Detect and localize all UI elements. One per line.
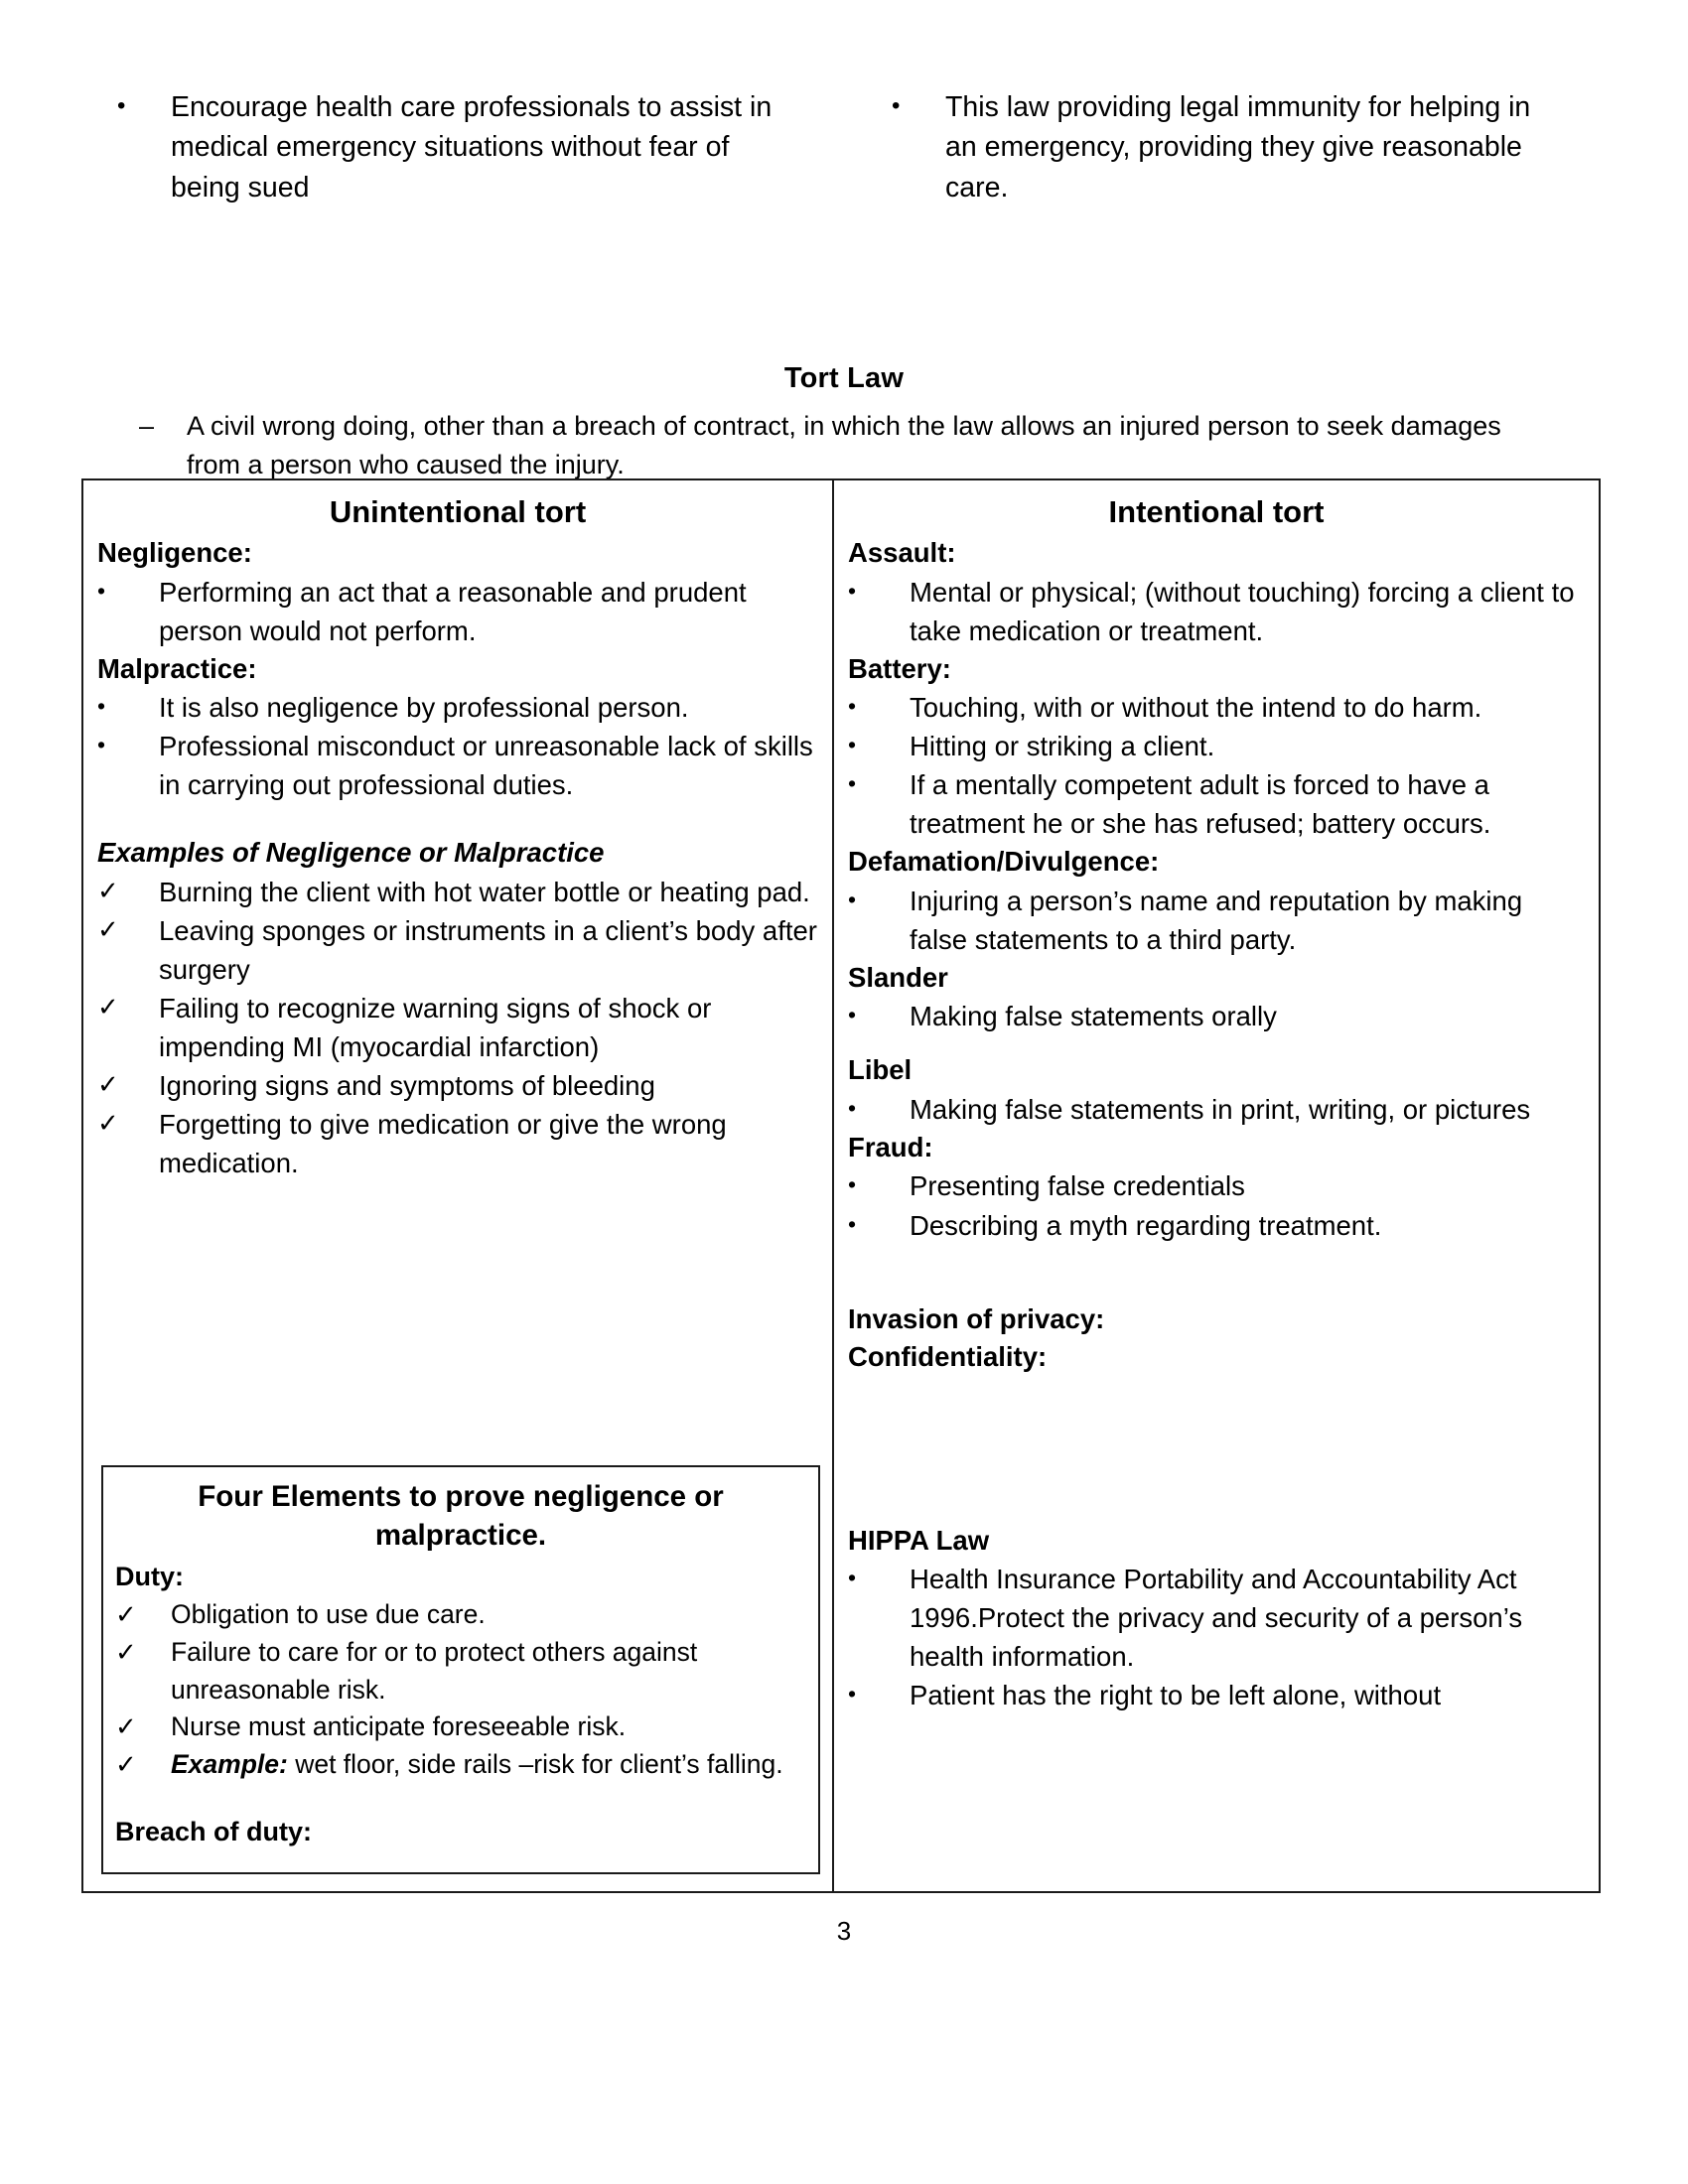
heading-breach-of-duty: Breach of duty: [115, 1816, 313, 1846]
heading-hippa-law: HIPPA Law [848, 1524, 990, 1556]
list-item-text: Presenting false credentials [910, 1170, 1245, 1202]
bullet-icon: • [848, 770, 857, 797]
list-item [892, 87, 1567, 207]
check-icon: ✓ [115, 1636, 137, 1667]
heading-libel: Libel [848, 1054, 913, 1086]
bullet-icon: • [848, 577, 857, 604]
bullet-icon: • [97, 693, 106, 720]
list-item [97, 1105, 818, 1182]
list-item [848, 1090, 1585, 1129]
top-continuation-columns [117, 87, 1567, 207]
heading-battery: Battery: [848, 652, 951, 684]
list-item-text: Nurse must anticipate foreseeable risk. [171, 1711, 627, 1742]
example-text: wet floor, side rails –risk for client’s falling. [287, 1748, 783, 1779]
list-item [848, 1676, 1585, 1714]
list-item-text: Professional misconduct or unreasonable lack of skills in carrying out professional duties. [159, 731, 813, 801]
list-item [97, 573, 818, 650]
spacer [97, 804, 818, 834]
bullet-icon: • [892, 92, 901, 119]
spacer [848, 1377, 1585, 1522]
heading-duty: Duty: [115, 1562, 184, 1592]
top-right-column [892, 87, 1567, 207]
bullet-icon: • [97, 577, 106, 604]
bullet-icon: • [117, 92, 126, 119]
check-icon: ✓ [115, 1748, 137, 1779]
bullet-icon: • [848, 1171, 857, 1198]
check-icon: ✓ [115, 1711, 137, 1742]
heading-confidentiality: Confidentiality: [848, 1341, 1048, 1373]
list-item-text: Failing to recognize warning signs of shock or impending MI (myocardial infarction) [159, 992, 712, 1062]
list-item-text: Burning the client with hot water bottle or heating pad. [159, 876, 810, 907]
bullet-icon: • [848, 1565, 857, 1591]
heading-defamation-divulgence: Defamation/Divulgence: [848, 846, 1160, 878]
list-item [848, 573, 1585, 650]
list-item [115, 1634, 806, 1708]
section-title-tort-law: Tort Law [783, 362, 905, 394]
list-item [115, 1708, 806, 1746]
table-cell-intentional-tort [834, 480, 1599, 1891]
bullet-icon: • [848, 1210, 857, 1237]
list-item-text: Failure to care for or to protect others against unreasonable risk. [171, 1636, 698, 1705]
list-item [115, 1746, 806, 1784]
list-item-text: Injuring a person’s name and reputation by making false statements to a third party. [910, 885, 1523, 955]
list-item [848, 765, 1585, 843]
list-item [848, 997, 1585, 1035]
bullet-icon: • [848, 1681, 857, 1707]
list-item [115, 1596, 806, 1634]
list-item-text: If a mentally competent adult is forced to have a treatment he or she has refused; battery occurs. [910, 769, 1491, 840]
spacer [848, 1245, 1585, 1300]
bullet-icon: • [848, 732, 857, 758]
heading-negligence: Negligence: [97, 537, 252, 568]
four-elements-title: Four Elements to prove negligence or malpractice. [198, 1480, 724, 1553]
list-item-text: Describing a myth regarding treatment. [910, 1209, 1382, 1241]
list-item [848, 727, 1585, 765]
spacer [848, 1035, 1585, 1051]
heading-invasion-of-privacy: Invasion of privacy: [848, 1302, 1105, 1334]
heading-assault: Assault: [848, 537, 956, 568]
list-item [848, 882, 1585, 959]
list-item [848, 1560, 1585, 1676]
bullet-icon: • [848, 1002, 857, 1028]
heading-examples-negligence-malpractice: Examples of Negligence or Malpractice [97, 837, 605, 869]
list-item [97, 989, 818, 1066]
four-elements-box [101, 1465, 820, 1874]
list-item-text: Leaving sponges or instruments in a client’s body after surgery [159, 914, 817, 985]
bullet-icon: • [848, 1094, 857, 1121]
list-item-text: It is also negligence by professional person. [159, 692, 689, 724]
bullet-icon: • [97, 732, 106, 758]
spacer [115, 1784, 806, 1814]
heading-slander: Slander [848, 961, 948, 993]
list-item-text: Health Insurance Portability and Accountability Act 1996.Protect the privacy and security of a person’s health information. [910, 1564, 1523, 1673]
column-header-unintentional: Unintentional tort [329, 494, 587, 529]
list-item-text: Obligation to use due care. [171, 1599, 486, 1630]
list-item-text: Making false statements orally [910, 1001, 1277, 1032]
list-item-text: Hitting or striking a client. [910, 731, 1215, 762]
heading-malpractice: Malpractice: [97, 652, 257, 684]
list-item [848, 688, 1585, 727]
check-icon: ✓ [97, 1108, 119, 1139]
list-item-text [171, 1746, 806, 1784]
list-item-text: Ignoring signs and symptoms of bleeding [159, 1069, 655, 1101]
heading-fraud: Fraud: [848, 1131, 933, 1162]
check-icon: ✓ [115, 1599, 137, 1630]
list-item [117, 87, 792, 207]
tort-law-definition-text: A civil wrong doing, other than a breach of contract, in which the law allows an injured person to seek damages from a person who caused the injury. [187, 411, 1501, 479]
bullet-icon: • [848, 886, 857, 912]
column-header-intentional: Intentional tort [1108, 494, 1325, 529]
table-cell-unintentional-tort [83, 480, 834, 1891]
list-item-text: Touching, with or without the intend to do harm. [910, 692, 1482, 724]
list-item-text: Encourage health care professionals to assist in medical emergency situations without fear of being sued [171, 91, 773, 204]
check-icon: ✓ [97, 913, 119, 944]
list-item-text: Performing an act that a reasonable and prudent person would not perform. [159, 576, 747, 646]
list-item [97, 911, 818, 989]
list-item [848, 1206, 1585, 1245]
tort-comparison-table [81, 478, 1601, 1893]
list-item-text: Mental or physical; (without touching) forcing a client to take medication or treatment. [910, 576, 1575, 646]
page-number: 3 [836, 1916, 852, 1946]
check-icon: ✓ [97, 875, 119, 905]
list-item-text: This law providing legal immunity for helping in an emergency, providing they give reasonable care. [945, 91, 1531, 204]
list-item-text: Making false statements in print, writing, or pictures [910, 1093, 1531, 1125]
list-item-text: Forgetting to give medication or give the wrong medication. [159, 1109, 727, 1179]
example-label: Example: [171, 1748, 288, 1779]
check-icon: ✓ [97, 1068, 119, 1099]
dash-bullet-icon: – [139, 411, 155, 441]
bullet-icon: • [848, 693, 857, 720]
list-item [97, 688, 818, 727]
list-item [97, 1066, 818, 1105]
check-icon: ✓ [97, 991, 119, 1022]
tort-law-definition [139, 407, 1559, 483]
list-item [848, 1166, 1585, 1205]
list-item [97, 727, 818, 804]
top-left-column [117, 87, 792, 207]
list-item [97, 873, 818, 911]
list-item-text: Patient has the right to be left alone, without [910, 1680, 1442, 1711]
